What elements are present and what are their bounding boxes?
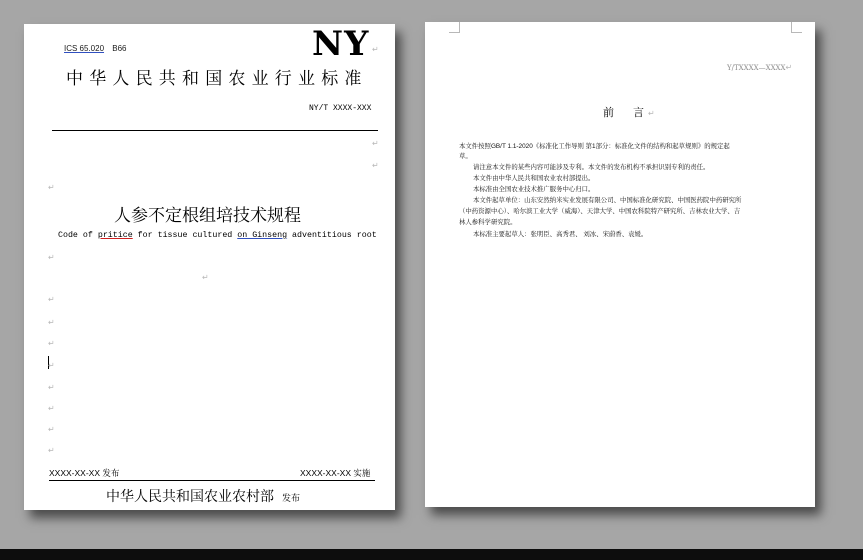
foreword-paragraph: 林人参科学研究院。 bbox=[459, 219, 517, 226]
standard-category: 中华人民共和国农业行业标准 bbox=[66, 69, 368, 88]
title-en-segment: for tissue cultured bbox=[132, 231, 238, 240]
paragraph-mark-icon: ↵ bbox=[48, 183, 55, 192]
foreword-paragraph: 草。 bbox=[459, 153, 472, 160]
footer-rule bbox=[49, 480, 375, 481]
foreword-paragraph: （中药资源中心）、哈尔滨工业大学（威海）、天津大学、中国农科院特产研究所、吉林农业大学、吉 bbox=[459, 208, 741, 215]
paragraph-mark-icon: ↵ bbox=[372, 161, 379, 170]
document-title: 人参不定根组培技术规程 bbox=[114, 206, 301, 225]
issuer-name: 中华人民共和国农业农村部 bbox=[106, 488, 274, 504]
title-en-segment: adventitious root bbox=[287, 231, 377, 240]
paragraph-mark-icon: ↵ bbox=[48, 339, 55, 348]
paragraph-mark-icon: ↵ bbox=[48, 295, 55, 304]
paragraph-mark-icon: ↵ bbox=[202, 273, 209, 282]
foreword-paragraph: 请注意本文件的某些内容可能涉及专利。本文件的发布机构不承担识别专利的责任。 bbox=[473, 164, 710, 171]
paragraph-mark-icon: ↵ bbox=[48, 318, 55, 327]
header-code: Y/TXXXX—XXXX bbox=[727, 64, 786, 72]
paragraph-mark-icon: ↵ bbox=[785, 63, 793, 72]
ny-logo: NY bbox=[312, 24, 370, 64]
paragraph-mark-icon: ↵ bbox=[372, 45, 379, 54]
header-rule bbox=[52, 130, 378, 131]
spell-error-word: pritice bbox=[97, 231, 133, 240]
paragraph-mark-icon: ↵ bbox=[48, 361, 55, 370]
foreword-title-text: 前 言 bbox=[603, 107, 648, 119]
paragraph-mark-icon: ↵ bbox=[48, 446, 55, 455]
ics-code-text: ICS 65.020 bbox=[64, 44, 105, 53]
running-header bbox=[727, 64, 792, 72]
paragraph-mark-icon: ↵ bbox=[48, 425, 55, 434]
cover-page bbox=[24, 24, 395, 510]
crop-mark bbox=[449, 22, 460, 33]
issue-date: XXXX-XX-XX 发布 bbox=[49, 468, 120, 478]
foreword-paragraph: 本文件按照GB/T 1.1-2020《标准化工作导则 第1部分：标准化文件的结构和起草规则》的规定起 bbox=[459, 143, 730, 150]
grammar-flag-word: on Ginseng bbox=[237, 231, 288, 240]
crop-mark bbox=[791, 22, 802, 33]
ccs-code-text: B66 bbox=[112, 44, 127, 53]
standard-number: NY/T XXXX-XXX bbox=[309, 104, 372, 113]
issuer-suffix: 发布 bbox=[282, 493, 301, 503]
paragraph-mark-icon: ↵ bbox=[48, 383, 55, 392]
foreword-paragraph: 本文件由中华人民共和国农业农村部提出。 bbox=[473, 175, 595, 182]
implement-date: XXXX-XX-XX 实施 bbox=[300, 468, 371, 478]
paragraph-mark-icon: ↵ bbox=[648, 109, 659, 118]
foreword-page bbox=[425, 22, 815, 507]
document-title-english bbox=[58, 231, 377, 240]
paragraph-mark-icon: ↵ bbox=[48, 404, 55, 413]
bottom-bar bbox=[0, 549, 863, 560]
title-en-segment: Code of bbox=[58, 231, 98, 240]
foreword-title bbox=[603, 104, 659, 120]
foreword-paragraph: 本标准主要起草人：张明臣、高秀君、 刘冰、宋蔚香、袁媛。 bbox=[473, 231, 648, 238]
issuing-authority bbox=[106, 486, 300, 506]
paragraph-mark-icon: ↵ bbox=[372, 139, 379, 148]
ics-code bbox=[64, 44, 127, 53]
foreword-paragraph: 本文件起草单位：山东安然纳米实业发展有限公司、中国标准化研究院、中国医药院中药研究所 bbox=[473, 197, 742, 204]
paragraph-mark-icon: ↵ bbox=[48, 253, 55, 262]
foreword-paragraph: 本标准由全国农业技术推广服务中心归口。 bbox=[473, 186, 595, 193]
